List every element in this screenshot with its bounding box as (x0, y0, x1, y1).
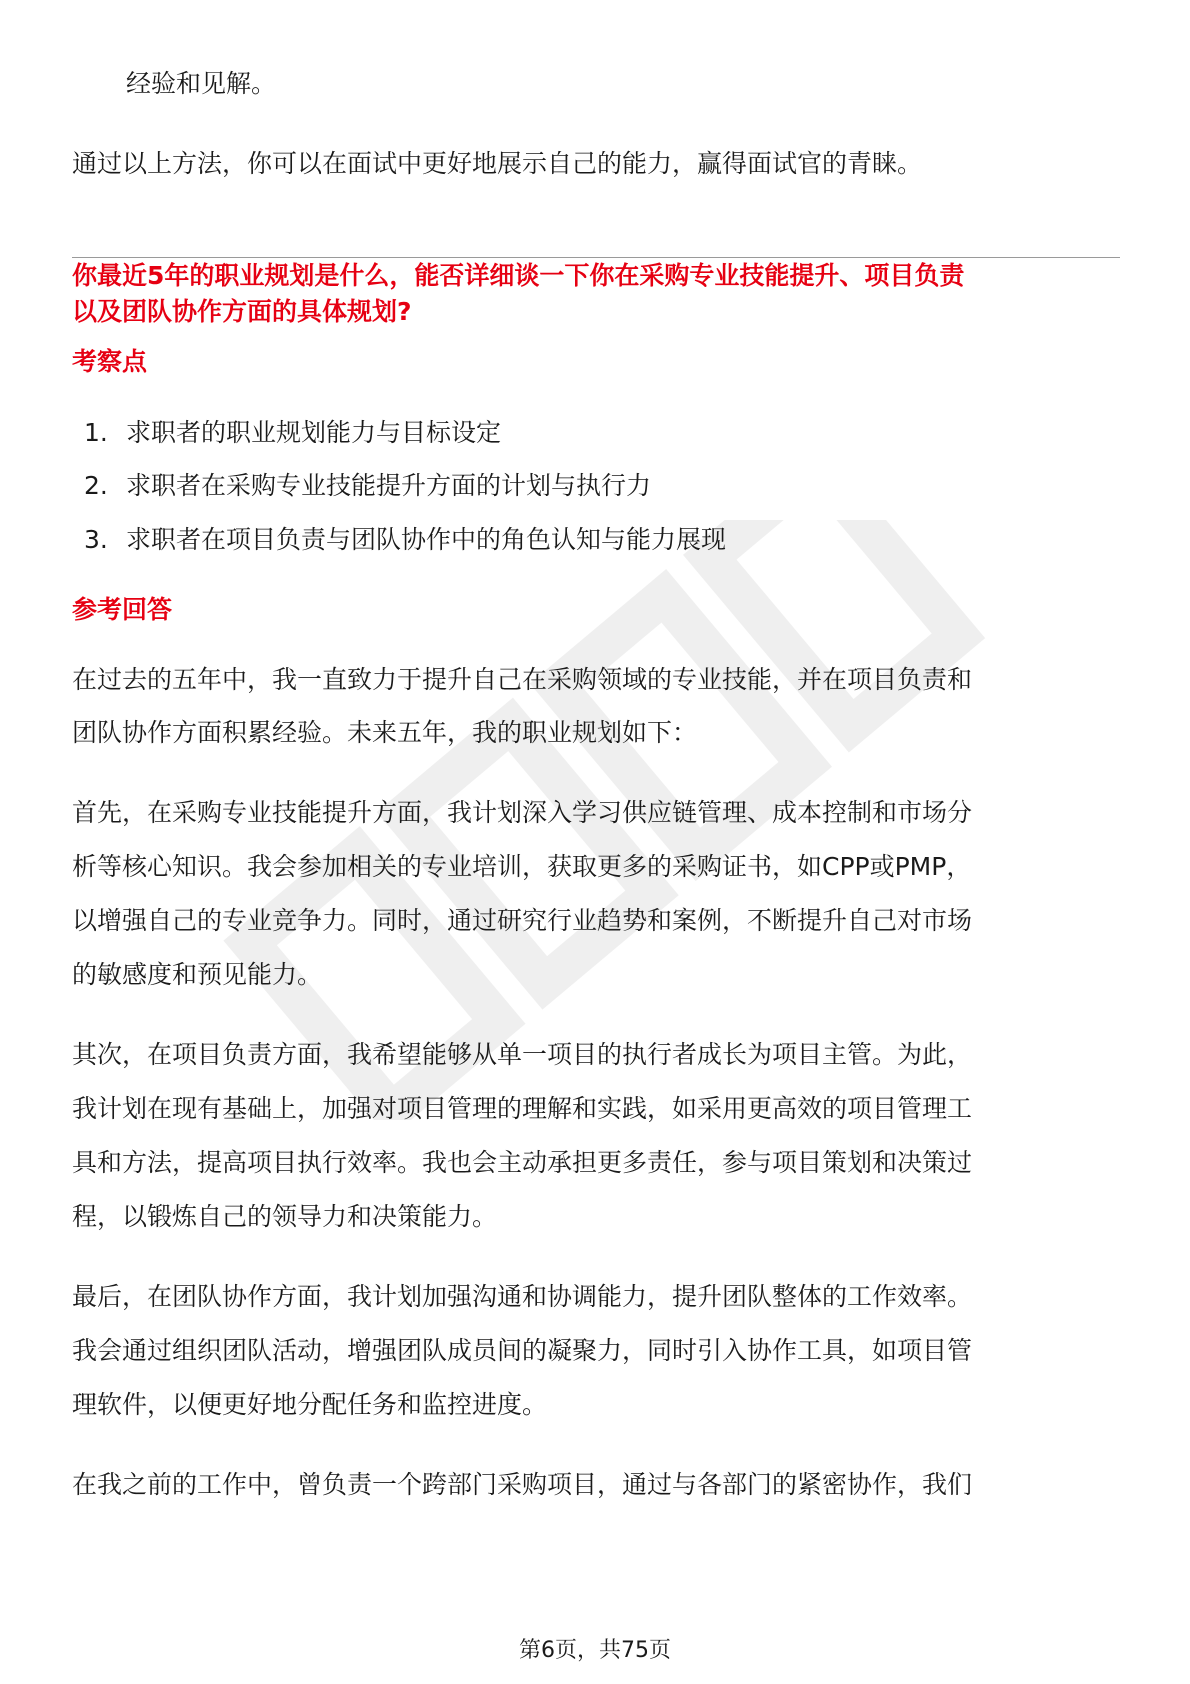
checkpoint-item (84, 413, 501, 453)
answer-p3-line: 其次，在项目负责方面，我希望能够从单一项目的执行者成长为项目主管。为此， (72, 1040, 973, 1069)
answer-p2-line: 首先，在采购专业技能提升方面，我计划深入学习供应链管理、成本控制和市场分 (72, 798, 973, 827)
checkpoint-number: 2. (84, 471, 108, 500)
summary-text: 通过以上方法，你可以在面试中更好地展示自己的能力，赢得面试官的青睐。 (72, 149, 923, 178)
checkpoint-number: 1. (84, 418, 108, 447)
answer-p1-line: 在过去的五年中，我一直致力于提升自己在采购领域的专业技能，并在项目负责和 (72, 665, 973, 694)
question-line-2: 以及团队协作方面的具体规划? (72, 297, 412, 326)
checkpoint-item (84, 520, 726, 560)
answer-p2-line: 的敏感度和预见能力。 (72, 960, 323, 989)
answer-p1-line: 团队协作方面积累经验。未来五年，我的职业规划如下： (72, 718, 698, 747)
answer-p2-line: 以增强自己的专业竞争力。同时，通过研究行业趋势和案例，不断提升自己对市场 (72, 906, 973, 935)
answer-p5-line: 在我之前的工作中，曾负责一个跨部门采购项目，通过与各部门的紧密协作，我们 (72, 1470, 973, 1499)
page-number-footer: 第6页，共75页 (519, 1638, 671, 1663)
answer-p3-line: 具和方法，提高项目执行效率。我也会主动承担更多责任，参与项目策划和决策过 (72, 1148, 973, 1177)
checkpoints-title: 考察点 (72, 347, 148, 376)
checkpoint-item (84, 466, 651, 506)
answer-p4-line: 理软件，以便更好地分配任务和监控进度。 (72, 1390, 548, 1419)
answer-p3-line: 我计划在现有基础上，加强对项目管理的理解和实践，如采用更高效的项目管理工 (72, 1094, 973, 1123)
checkpoint-text: 求职者在项目负责与团队协作中的角色认知与能力展现 (126, 525, 727, 554)
answer-p4-line: 我会通过组织团队活动，增强团队成员间的凝聚力，同时引入协作工具，如项目管 (72, 1336, 973, 1365)
question-line-1: 你最近5年的职业规划是什么，能否详细谈一下你在采购专业技能提升、项目负责 (72, 261, 965, 290)
intro-tail-text: 经验和见解。 (126, 69, 277, 98)
answer-title: 参考回答 (72, 595, 173, 624)
checkpoint-text: 求职者在采购专业技能提升方面的计划与执行力 (126, 471, 652, 500)
answer-p2-line: 析等核心知识。我会参加相关的专业培训，获取更多的采购证书，如CPP或PMP， (72, 852, 972, 881)
answer-p3-line: 程，以锻炼自己的领导力和决策能力。 (72, 1202, 498, 1231)
checkpoint-number: 3. (84, 525, 108, 554)
answer-p4-line: 最后，在团队协作方面，我计划加强沟通和协调能力，提升团队整体的工作效率。 (72, 1282, 973, 1311)
checkpoint-text: 求职者的职业规划能力与目标设定 (126, 418, 502, 447)
